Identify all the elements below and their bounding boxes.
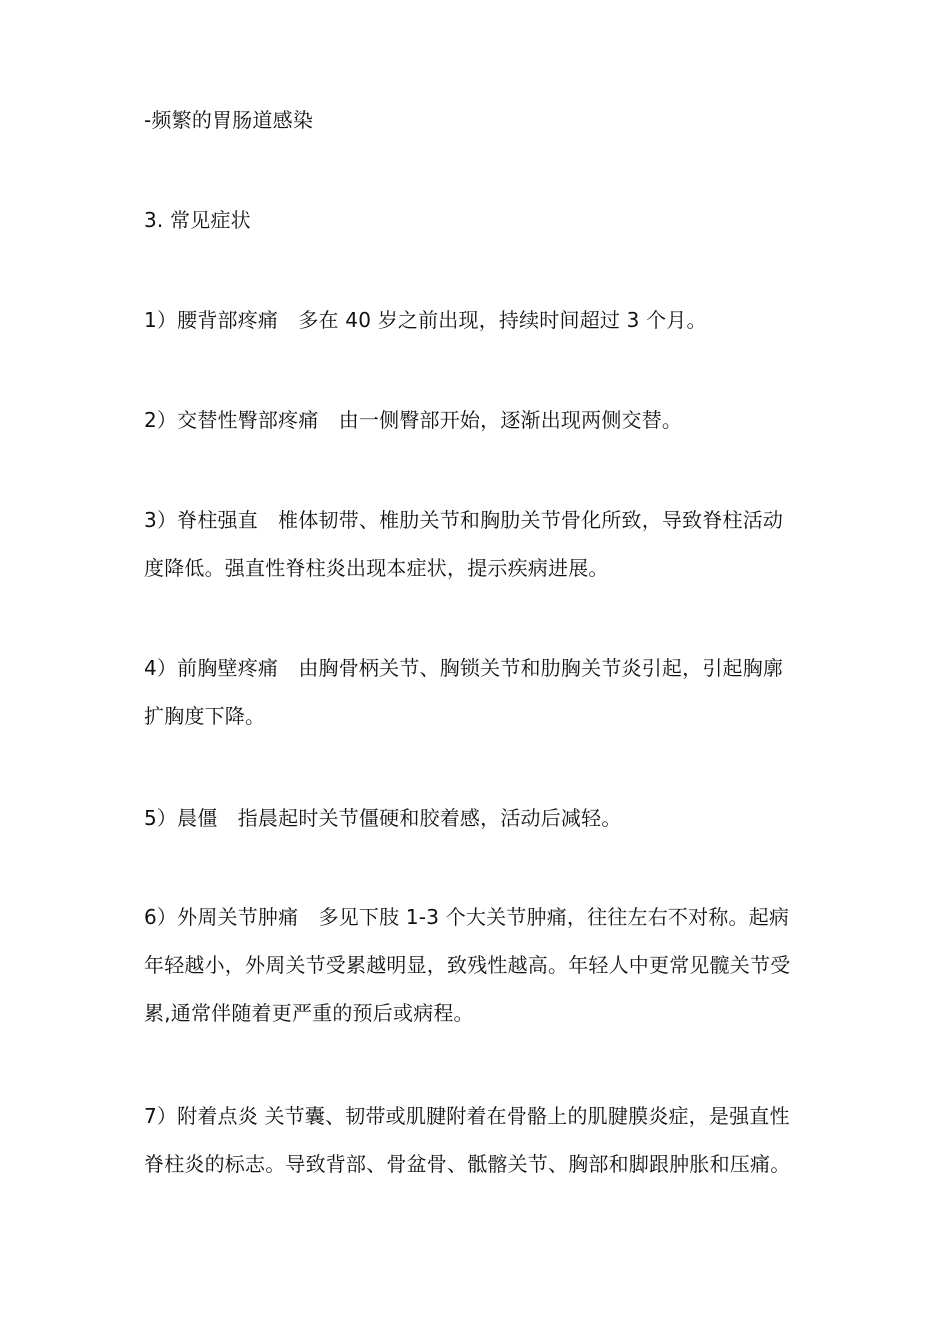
text-line: 7）附着点炎 关节囊、韧带或肌腱附着在骨骼上的肌腱膜炎症，是强直性	[144, 1104, 790, 1128]
text-line: 3. 常见症状	[144, 208, 251, 232]
text-line: 年轻越小，外周关节受累越明显，致残性越高。年轻人中更常见髋关节受	[144, 953, 791, 977]
symptom-item-3	[144, 496, 814, 592]
text-line: 4）前胸壁疼痛 由胸骨柄关节、胸锁关节和肋胸关节炎引起，引起胸廓	[144, 656, 784, 680]
text-line: 度降低。强直性脊柱炎出现本症状，提示疾病进展。	[144, 556, 609, 580]
symptom-item-7	[144, 1092, 814, 1188]
bullet-gi-infection	[144, 96, 814, 144]
text-line: 5）晨僵 指晨起时关节僵硬和胶着感，活动后减轻。	[144, 806, 622, 830]
text-line: 脊柱炎的标志。导致背部、骨盆骨、骶髂关节、胸部和脚跟肿胀和压痛。	[144, 1152, 791, 1176]
text-line: 扩胸度下降。	[144, 704, 266, 728]
text-line: 累,通常伴随着更严重的预后或病程。	[144, 1001, 474, 1025]
text-line: 3）脊柱强直 椎体韧带、椎肋关节和胸肋关节骨化所致，导致脊柱活动	[144, 508, 784, 532]
text-line: 6）外周关节肿痛 多见下肢 1-3 个大关节肿痛，往往左右不对称。起病	[144, 905, 790, 929]
symptom-item-2	[144, 396, 814, 444]
symptom-item-1	[144, 296, 814, 344]
section-heading-common-symptoms	[144, 196, 814, 244]
symptom-item-6	[144, 893, 814, 1037]
text-line: -频繁的胃肠道感染	[144, 108, 314, 132]
text-line: 1）腰背部疼痛 多在 40 岁之前出现，持续时间超过 3 个月。	[144, 308, 707, 332]
symptom-item-5	[144, 794, 814, 842]
text-line: 2）交替性臀部疼痛 由一侧臀部开始，逐渐出现两侧交替。	[144, 408, 683, 432]
symptom-item-4	[144, 644, 814, 740]
